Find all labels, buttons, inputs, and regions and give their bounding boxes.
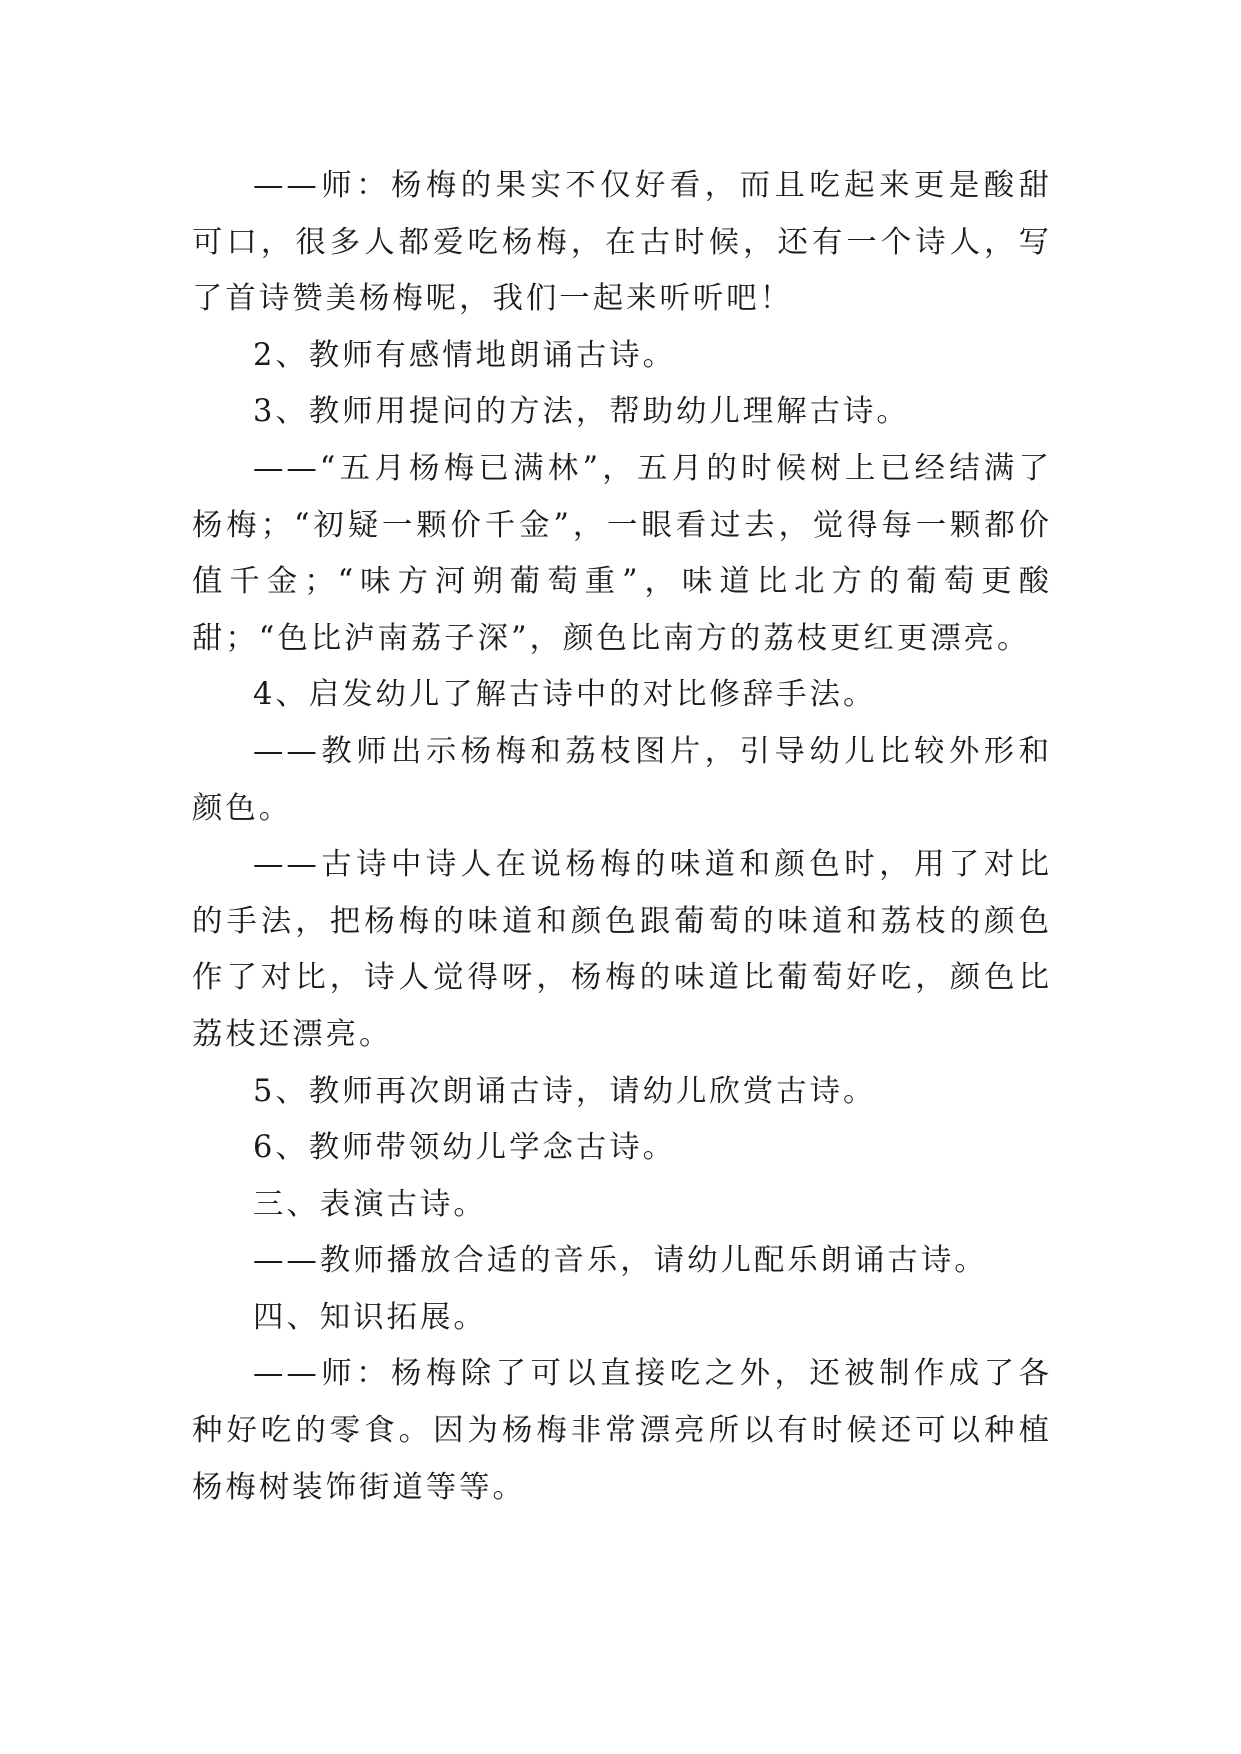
paragraph: ——教师出示杨梅和荔枝图片，引导幼儿比较外形和颜色。: [192, 733, 1052, 826]
paragraph: ——师：杨梅除了可以直接吃之外，还被制作成了各种好吃的零食。因为杨梅非常漂亮所以有时候还可以种植杨梅树装饰街道等等。: [192, 1356, 1052, 1505]
paragraph: 3、教师用提问的方法，帮助幼儿理解古诗。: [253, 394, 910, 430]
paragraph: ——“五月杨梅已满林”，五月的时候树上已经结满了杨梅；“初疑一颗价千金”，一眼看过去，觉得每一颗都价值千金；“味方河朔葡萄重”，味道比北方的葡萄更酸甜；“色比泸南荔子深”，颜色比南方的荔枝更红更漂亮。: [192, 450, 1052, 656]
paragraph: 5、教师再次朗诵古诗，请幼儿欣赏古诗。: [253, 1073, 877, 1109]
paragraph: ——古诗中诗人在说杨梅的味道和颜色时，用了对比的手法，把杨梅的味道和颜色跟葡萄的味道和荔枝的颜色作了对比，诗人觉得呀，杨梅的味道比葡萄好吃，颜色比荔枝还漂亮。: [192, 847, 1052, 1052]
paragraph: 6、教师带领幼儿学念古诗。: [253, 1130, 677, 1166]
paragraph: 四、知识拓展。: [253, 1299, 487, 1335]
paragraph: 4、启发幼儿了解古诗中的对比修辞手法。: [253, 677, 877, 713]
paragraph: ——师：杨梅的果实不仅好看，而且吃起来更是酸甜可口，很多人都爱吃杨梅，在古时候，还有一个诗人，写了首诗赞美杨梅呢，我们一起来听听吧！: [192, 168, 1052, 317]
document-body: [192, 158, 1052, 1516]
paragraph: 三、表演古诗。: [253, 1186, 487, 1222]
paragraph: ——教师播放合适的音乐，请幼儿配乐朗诵古诗。: [253, 1243, 988, 1279]
paragraph: 2、教师有感情地朗诵古诗。: [253, 337, 677, 373]
